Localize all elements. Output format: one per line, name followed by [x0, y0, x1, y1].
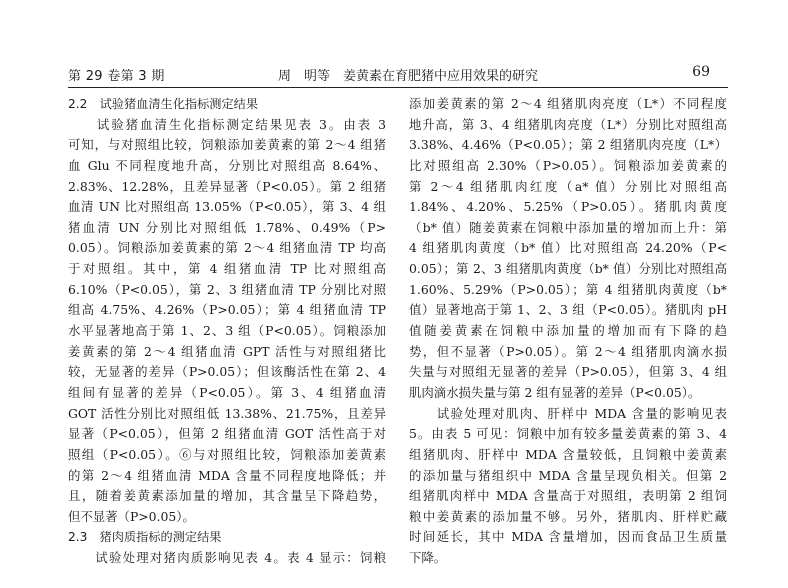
text-line: 的添加量与猪组织中 MDA 含量呈现负相关。但第 2 — [409, 467, 727, 483]
text-line: 第 2～4 组猪肌肉红度（a* 值）分别比对照组高 — [409, 178, 727, 194]
text-line: 1.60%、5.29%（P>0.05）；第 4 组猪肌肉黄度（b* — [409, 281, 727, 297]
text-line: 1.84%、4.20%、5.25%（P>0.05）。猪肌肉黄度 — [409, 199, 727, 215]
text-line: 3.38%、4.46%（P<0.05）；第 2 组猪肌肉亮度（L*） — [409, 137, 727, 153]
text-line: 组猪肌肉、肝样中 MDA 含量较低，且饲粮中姜黄素 — [409, 446, 727, 462]
left-column — [68, 94, 386, 569]
text-line: 姜黄素的第 2～4 组猪血清 GPT 活性与对照组猪比 — [68, 343, 386, 359]
text-line: 粮中姜黄素的添加量不够。另外，猪肌肉、肝样贮藏 — [409, 508, 727, 524]
text-line: 试验处理对猪肉质影响见表 4。表 4 显示：饲粮 — [68, 550, 386, 566]
text-line: （b* 值）随姜黄素在饲粮中添加量的增加而上升：第 — [409, 219, 727, 235]
text-line: 试验处理对肌肉、肝样中 MDA 含量的影响见表 — [409, 405, 727, 421]
text-line: 2.83%、12.28%，且差异显著（P<0.05）。第 2 组猪 — [68, 178, 386, 194]
article-running-title: 周 明等 姜黄素在育肥猪中应用效果的研究 — [278, 69, 539, 84]
text-line: 照组（P<0.05）。⑥与对照组比较，饲粮添加姜黄素 — [68, 446, 386, 462]
text-line: 值）显著地高于第 1、2、3 组（P<0.05）。猪肌肉 pH — [409, 302, 727, 318]
section-heading: 2.2 试验猪血清生化指标测定结果 — [68, 97, 259, 111]
text-line: 肌肉滴水损失量与第 2 组有显著的差异（P<0.05）。 — [409, 384, 701, 400]
header-rule — [68, 87, 728, 88]
text-line: 添加姜黄素的第 2～4 组猪肌肉亮度（L*）不同程度 — [409, 96, 727, 111]
text-line: 失量与对照组无显著的差异（P>0.05），但第 3、4 组 — [409, 364, 727, 380]
text-line: 组间有显著的差异（P<0.05）。第 3、4 组猪血清 — [68, 384, 386, 400]
text-line: 比对照组高 2.30%（P>0.05）。饲粮添加姜黄素的 — [409, 157, 727, 173]
text-line: 试验猪血清生化指标测定结果见表 3。由表 3 — [68, 116, 386, 132]
section-heading: 2.3 猪肉质指标的测定结果 — [68, 530, 222, 545]
running-header — [68, 63, 728, 85]
text-line: 组猪肌肉样中 MDA 含量高于对照组，表明第 2 组饲 — [409, 488, 727, 504]
text-line: 于对照组。其中，第 4 组猪血清 TP 比对照组高 — [68, 261, 386, 277]
right-column — [409, 94, 727, 569]
text-line: 水平显著地高于第 1、2、3 组（P<0.05）。饲粮添加 — [68, 323, 386, 339]
text-line: 血清 UN 比对照组高 13.05%（P<0.05），第 3、4 组 — [68, 199, 386, 215]
text-line: 猪血清 UN 分别比对照组低 1.78%、0.49%（P> — [68, 219, 386, 235]
text-line: 0.05）；第 2、3 组猪肌肉黄度（b* 值）分别比对照组高 — [409, 261, 727, 277]
text-line: 可知，与对照组比较，饲粮添加姜黄素的第 2～4 组猪 — [68, 137, 386, 153]
text-line: 6.10%（P<0.05），第 2、3 组猪血清 TP 分别比对照 — [68, 281, 386, 297]
text-line: 但不显著（P>0.05）。 — [68, 508, 195, 524]
text-line: 5。由表 5 可见：饲粮中加有较多量姜黄素的第 3、4 — [409, 426, 727, 442]
text-line: 势，但不显著（P>0.05）。第 2～4 组猪肌肉滴水损 — [409, 343, 727, 359]
text-line: 血 Glu 不同程度地升高，分别比对照组高 8.64%、 — [68, 157, 386, 173]
text-line: 地升高，第 3、4 组猪肌肉亮度（L*）分别比对照组高 — [409, 116, 727, 132]
text-line: GOT 活性分别比对照组低 13.38%、21.75%，且差异 — [68, 405, 386, 421]
text-line: 值随姜黄素在饲粮中添加量的增加而有下降的趋 — [409, 323, 727, 339]
text-line: 较，无显著的差异（P>0.05）；但该酶活性在第 2、4 — [68, 364, 386, 380]
text-line: 显著（P<0.05），但第 2 组猪血清 GOT 活性高于对 — [68, 426, 386, 442]
text-line: 0.05）。饲粮添加姜黄素的第 2～4 组猪血清 TP 均高 — [68, 240, 386, 256]
text-line: 且，随着姜黄素添加量的增加，其含量呈下降趋势， — [68, 488, 386, 504]
text-line: 组高 4.75%、4.26%（P>0.05）；第 4 组猪血清 TP — [68, 302, 386, 318]
text-line: 4 组猪肌肉黄度（b* 值）比对照组高 24.20%（P< — [409, 240, 727, 256]
journal-issue: 第 29 卷第 3 期 — [68, 69, 165, 84]
text-line: 时间延长，其中 MDA 含量增加，因而食品卫生质量 — [409, 529, 727, 545]
page-number: 69 — [692, 64, 710, 80]
text-line: 下降。 — [409, 550, 447, 566]
text-line: 的第 2～4 组猪血清 MDA 含量不同程度地降低；并 — [68, 467, 386, 483]
